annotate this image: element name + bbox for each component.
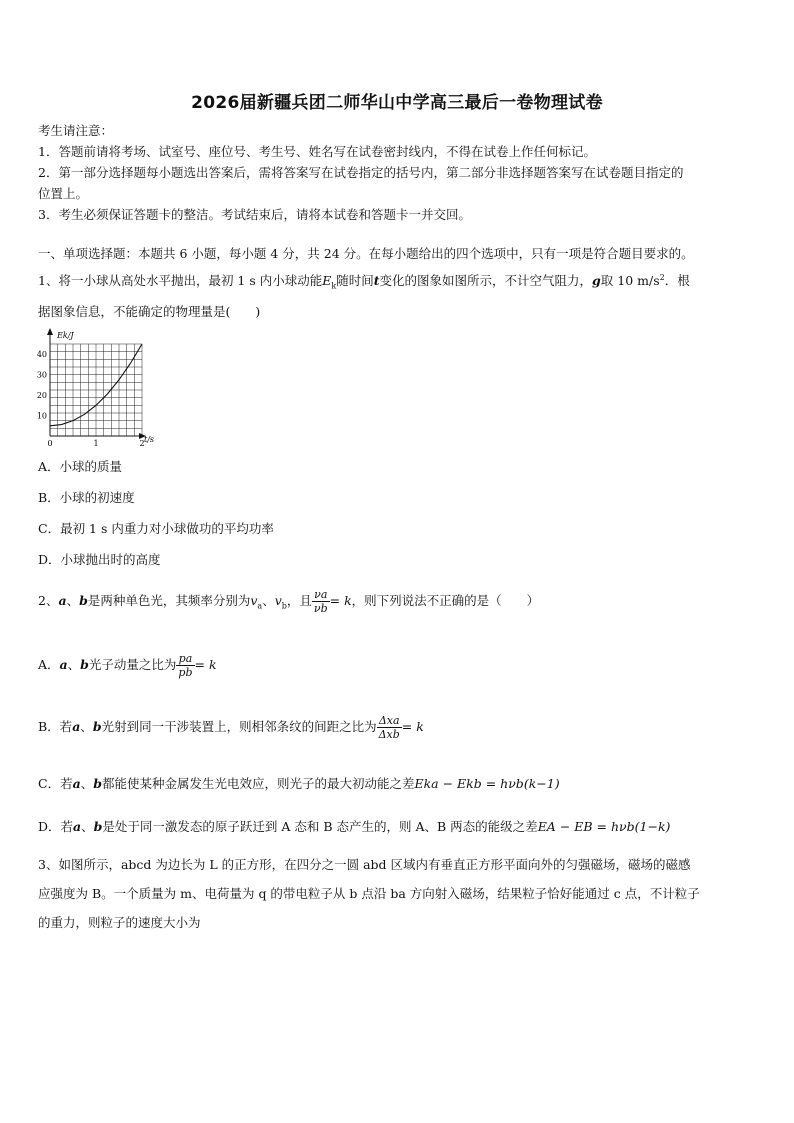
q1-stem-line1 <box>38 271 690 291</box>
q2-eq-k: = k <box>329 593 352 608</box>
y-tick-label: 10 <box>36 411 47 421</box>
q2-sep: 、 <box>66 593 80 608</box>
q1-text-a: 1、将一小球从高处水平抛出，最初 1 s 内小球动能 <box>38 273 323 288</box>
q2-optd-b: 是处于同一激发态的原子跃迁到 A 态和 B 态产生的，则 A、B 两态的能级之差 <box>102 819 538 834</box>
q1-ek-sub: k <box>331 281 337 291</box>
q2-optb-a-symbol: a <box>72 719 81 734</box>
notice-item-3: 3．考生必须保证答题卡的整洁。考试结束后，请将本试卷和答题卡一并交回。 <box>38 207 471 222</box>
q1-option-b: B．小球的初速度 <box>38 490 135 505</box>
q2-optb-b: 光射到同一干涉装置上，则相邻条纹的间距之比为 <box>101 719 377 734</box>
graph-grid <box>50 344 142 436</box>
q2-optc-a-symbol: a <box>72 776 81 791</box>
x-tick-label: 1 <box>93 439 99 446</box>
q2-opta-eq: = k <box>194 657 217 672</box>
q1-graph <box>34 326 174 446</box>
q2-option-a <box>38 652 217 679</box>
q2-optd-sep: 、 <box>81 819 94 834</box>
q2-optc-b-symbol: b <box>93 776 102 791</box>
q2-sep-2: 、 <box>262 593 275 608</box>
q1-option-c: C．最初 1 s 内重力对小球做功的平均功率 <box>38 521 274 536</box>
q2-optb-fraction <box>377 714 402 741</box>
graph-x-ticks <box>47 439 144 446</box>
graph-y-arrow <box>47 328 53 335</box>
q1-option-d: D．小球抛出时的高度 <box>38 552 161 567</box>
q2-optc-a: C．若 <box>38 776 73 791</box>
q2-optb-num: Δxa <box>377 714 402 728</box>
q2-b-symbol: b <box>79 593 88 608</box>
q3-line-2: 应强度为 B。一个质量为 m、电荷量为 q 的带电粒子从 b 点沿 ba 方向射入磁场，结果粒子恰好能通过 c 点，不计粒子 <box>38 886 700 901</box>
q2-optd-eq: EA − EB = hνb(1−k) <box>537 819 671 834</box>
y-tick-label: 30 <box>36 370 47 380</box>
graph-x-label: t/s <box>144 435 155 444</box>
notice-item-2: 2．第一部分选择题每小题选出答案后，需将答案写在试卷指定的括号内，第二部分非选择题答案写在试卷题目指定的 <box>38 165 684 180</box>
q2-opta-b: 光子动量之比为 <box>88 657 177 672</box>
q2-frac-num: νa <box>312 588 330 602</box>
q3-line-3: 的重力，则粒子的速度大小为 <box>38 915 201 930</box>
q2-optd-b-symbol: b <box>93 819 103 834</box>
q2-opta-fraction <box>176 652 194 679</box>
q2-va-symbol: v <box>250 593 258 608</box>
q2-frac-den: νb <box>313 602 328 615</box>
q2-optc-sep: 、 <box>80 776 94 791</box>
q2-opta-sep: 、 <box>67 657 81 672</box>
q2-optc-b: 都能使某种金属发生光电效应，则光子的最大初动能之差 <box>101 776 415 791</box>
q1-ek-symbol: E <box>322 273 332 288</box>
q2-va-sub: a <box>257 601 263 611</box>
notice-item-2-cont: 位置上。 <box>38 186 89 201</box>
q2-fraction <box>312 588 330 615</box>
x-tick-label: 0 <box>47 439 53 446</box>
q2-opta-num: pa <box>176 652 194 666</box>
y-tick-label: 40 <box>36 350 47 360</box>
q2-optc-eq: Eka − Ekb = hνb(k−1) <box>414 776 560 791</box>
section-heading: 一、单项选择题：本题共 6 小题，每小题 4 分，共 24 分。在每小题给出的四个选项中，只有一项是符合题目要求的。 <box>38 246 694 261</box>
y-tick-label: 20 <box>36 391 47 401</box>
q2-option-b <box>38 714 424 741</box>
q1-text-e: ．根 <box>664 273 690 288</box>
q2-optb-sep: 、 <box>80 719 93 734</box>
q2-optb-den: Δxb <box>378 728 400 741</box>
notice-item-1: 1．答题前请将考场、试室号、座位号、考生号、姓名写在试卷密封线内，不得在试卷上作任何标记。 <box>38 144 596 159</box>
q2-option-d <box>38 817 670 835</box>
q1-t-symbol: t <box>373 273 380 288</box>
q2-stem-b: 是两种单色光，其频率分别为 <box>87 593 251 608</box>
graph-y-label: Ek/J <box>57 331 74 340</box>
q1-stem-line2: 据图象信息，不能确定的物理量是( ) <box>38 304 261 319</box>
q2-option-c <box>38 774 560 792</box>
q2-opta-den: pb <box>178 666 193 679</box>
q1-sup: 2 <box>659 272 665 282</box>
q2-vb-symbol: v <box>274 593 282 608</box>
q2-stem-d: ，则下列说法不正确的是（ ） <box>351 593 540 608</box>
q2-stem-a: 2、 <box>38 593 59 608</box>
q2-opta-b-symbol: b <box>80 657 89 672</box>
q2-opta-a: A． <box>38 657 60 672</box>
q1-text-d: 取 10 m/s <box>600 273 660 288</box>
notice-heading: 考生请注意： <box>38 123 114 138</box>
page-title: 2026届新疆兵团二师华山中学高三最后一卷物理试卷 <box>191 93 603 113</box>
q2-optd-a: D．若 <box>38 819 74 834</box>
q2-stem-c: ，且 <box>286 593 312 608</box>
q1-text-b: 随时间 <box>336 273 374 288</box>
q1-text-c: 变化的图象如图所示，不计空气阻力， <box>379 273 593 288</box>
q2-optb-eq: = k <box>401 719 424 734</box>
q2-stem <box>38 588 539 615</box>
q1-option-a: A．小球的质量 <box>38 459 123 474</box>
q2-vb-sub: b <box>281 601 287 611</box>
q1-g-symbol: g <box>592 273 601 288</box>
q2-optd-a-symbol: a <box>73 819 82 834</box>
q2-optb-a: B．若 <box>38 719 73 734</box>
q2-optb-b-symbol: b <box>92 719 102 734</box>
q3-line-1: 3、如图所示，abcd 为边长为 L 的正方形，在四分之一圆 abd 区域内有垂直正方形平面向外的匀强磁场，磁场的磁感 <box>38 857 691 872</box>
x-tick-label: 2 <box>139 439 145 446</box>
graph-y-ticks <box>37 350 47 420</box>
q2-opta-a-symbol: a <box>59 657 68 672</box>
q2-a-symbol: a <box>58 593 67 608</box>
